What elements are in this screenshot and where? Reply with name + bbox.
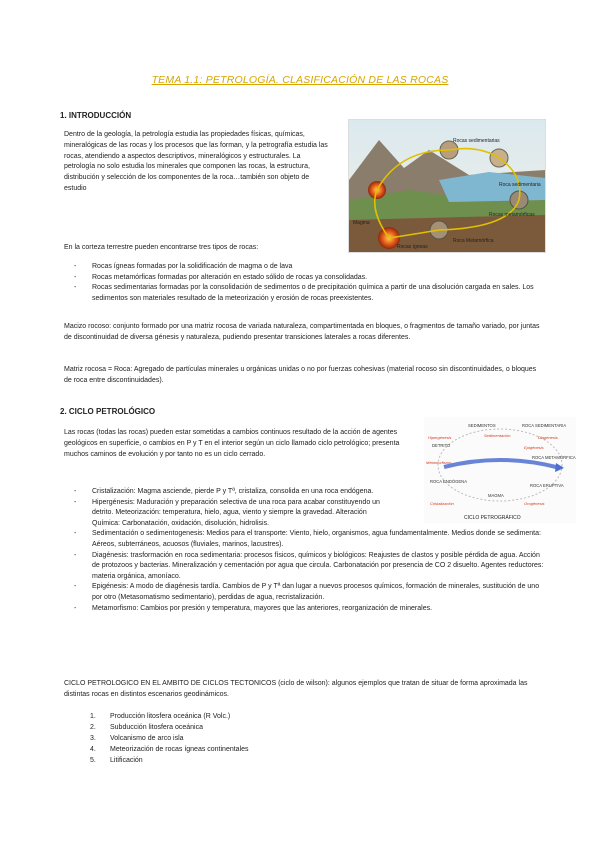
- wilson-item: 5. Litificación: [90, 757, 143, 764]
- rock-type-item: - Rocas ígneas formadas por la solidificación de magma o de lava: [60, 262, 536, 273]
- fig-label-magma: Magma: [353, 220, 370, 226]
- process-item: - Metamorfismo: Cambios por presión y temperatura, mayores que las anteriores, reorganización de minerales.: [60, 604, 544, 615]
- page-title: TEMA 1.1: PETROLOGÍA. CLASIFICACIÓN DE LAS ROCAS: [151, 74, 449, 86]
- cycle-caption: CICLO PETROGRÁFICO: [464, 515, 521, 521]
- wilson-item: 3. Volcanismo de arco isla: [90, 735, 184, 742]
- rock-type-item: - Rocas sedimentarias formadas por la consolidación de sedimentos o de precipitación química a partir de una disolución cargada en sales. Los sedimentos son materiales resultado de la meteorización y erosión de rocas preexistentes.: [60, 283, 536, 304]
- wilson-list: [76, 711, 536, 766]
- section2-heading: 2. CICLO PETROLÓGICO: [60, 407, 156, 416]
- process-item: - Hipergénesis: Maduración y preparación selectiva de una roca para acabar constituyendo un detrito. Meteorización: temperatura, hielo, agua, viento y siempre la gravedad. Alteración Química: Carbonatación, oxidación, disolución, hidrolisis.: [60, 498, 544, 530]
- wilson-item: 2. Subducción litosfera oceánica: [90, 724, 204, 731]
- node-roca-endogena: ROCA ENDÓGENA: [430, 479, 467, 484]
- process-orogenesis: Orogénesis: [524, 501, 545, 506]
- fig-label-igneas: Rocas ígneas: [397, 244, 428, 250]
- rock-type-item: - Rocas metamórficas formadas por alteración en estado sólido de rocas ya consolidadas.: [60, 273, 536, 284]
- process-item: - Sedimentación o sedimentogenesis: Medios para el transporte: Viento, hielo, organismos, agua fundamentalmente. Medios donde se sedimenta: Aéreos, subterráneos, acuosos (fluviales, marinos, lacustres).: [60, 529, 544, 550]
- node-detrito: DETRITO: [432, 443, 451, 448]
- macizo-definition: Macizo rocoso: conjunto formado por una matriz rocosa de variada naturaleza, compartimentada en bloques, o fragmentos de tamaño variado, por juntas de discontinuidad de diversa génesis y naturaleza, pudiendo presentar transiciones laterales a rocas diferentes.: [64, 323, 540, 341]
- intro-paragraph: Dentro de la geología, la petrología estudia las propiedades físicas, químicas, mineralógicas de las rocas y los procesos que las forman, y la petrografía estudia las rocas, atendiendo a aspectos descriptivos, mineralógicos y estructurales. La petrología no solo estudia los minerales que componen las rocas, la estructura, distribución y selección de los componentes de la roca…también son objeto de estudio: [64, 131, 328, 192]
- process-diagenesis: Diagénesis: [538, 435, 558, 440]
- rock-cycle-illustration: [348, 119, 546, 253]
- cycle-intro-paragraph: Las rocas (todas las rocas) pueden estar sometidas a cambios continuos resultado de la acción de agentes geológicos en superficie, o cambios en P y T en el interior según un ciclo llamado ciclo petrológico; presenta muchos caminos de evolución y por tanto no es un ciclo cerrado.: [64, 429, 400, 458]
- fig-label-sedimentarias: Rocas sedimentarias: [453, 138, 500, 144]
- process-cristalizacion: Cristalización: [430, 501, 454, 506]
- process-sedimentacion: Sedimentación: [484, 433, 511, 438]
- process-epigenesis: Epigénesis: [524, 445, 544, 450]
- node-sedimentos: SEDIMENTOS: [468, 423, 496, 428]
- node-roca-eruptiva: ROCA ERUPTIVA: [530, 483, 564, 488]
- node-roca-sedimentaria: ROCA SEDIMENTARIA: [522, 423, 567, 428]
- rock-types-list: [60, 262, 536, 304]
- process-item: - Epigénesis: A modo de diagénesis tardía. Cambios de P y Tª dan lugar a nuevos procesos químicos, formación de minerales, sustitución de uno por otro (Metasomatismo sedimentario), perdidas de agua, recristalización.: [60, 582, 544, 603]
- node-magma: MAGMA: [488, 493, 504, 498]
- processes-list: [60, 487, 544, 614]
- wilson-cycle-paragraph: CICLO PETROLOGICO EN EL AMBITO DE CICLOS TECTONICOS (ciclo de wilson): algunos ejemplos que tratan de situar de forma aproximada las distintas rocas en distintos escenarios geodinámicos.: [64, 680, 528, 698]
- fig-label-metamorficas: Rocas metamórficas: [489, 212, 535, 218]
- process-hipergenesis: Hipergénesis: [428, 435, 452, 440]
- wilson-item: 4. Meteorización de rocas ígneas continentales: [90, 746, 249, 753]
- fig-label-roca-sedimentaria: Roca sedimentaria: [499, 182, 541, 188]
- rock-types-intro: En la corteza terrestre pueden encontrarse tres tipos de rocas:: [64, 244, 259, 251]
- matriz-definition: Matriz rocosa = Roca: Agregado de partículas minerales u orgánicas unidas o no por fuerzas cohesivas (material rocoso sin discontinuidades, o bloques de roca entre discontinuidades).: [64, 366, 537, 384]
- process-item: - Cristalización: Magma asciende, pierde P y Tª, cristaliza, consolida en una roca endógena.: [60, 487, 544, 498]
- wilson-item: 1. Producción litosfera oceánica (R Volc.): [90, 713, 231, 720]
- node-roca-metamorfica: ROCA METAMÓRFICA: [532, 455, 576, 460]
- process-metamorfismo: Metamorfismo: [426, 460, 452, 465]
- fig-label-roca-metamorfica: Roca Metamórfica: [453, 238, 494, 244]
- section1-heading: 1. INTRODUCCIÓN: [60, 111, 132, 120]
- process-item: - Diagénesis: trasformación en roca sedimentaria: procesos físicos, químicos y biológicos: Reajustes de clastos y posible pérdida de agua. Acción de protozoos y bacterias. Mineralización y cementación por agua que circula. Carbonatación por presencia de CO 2 disuelto. Agentes reductores: materia orgánica, amoníaco.: [60, 551, 544, 583]
